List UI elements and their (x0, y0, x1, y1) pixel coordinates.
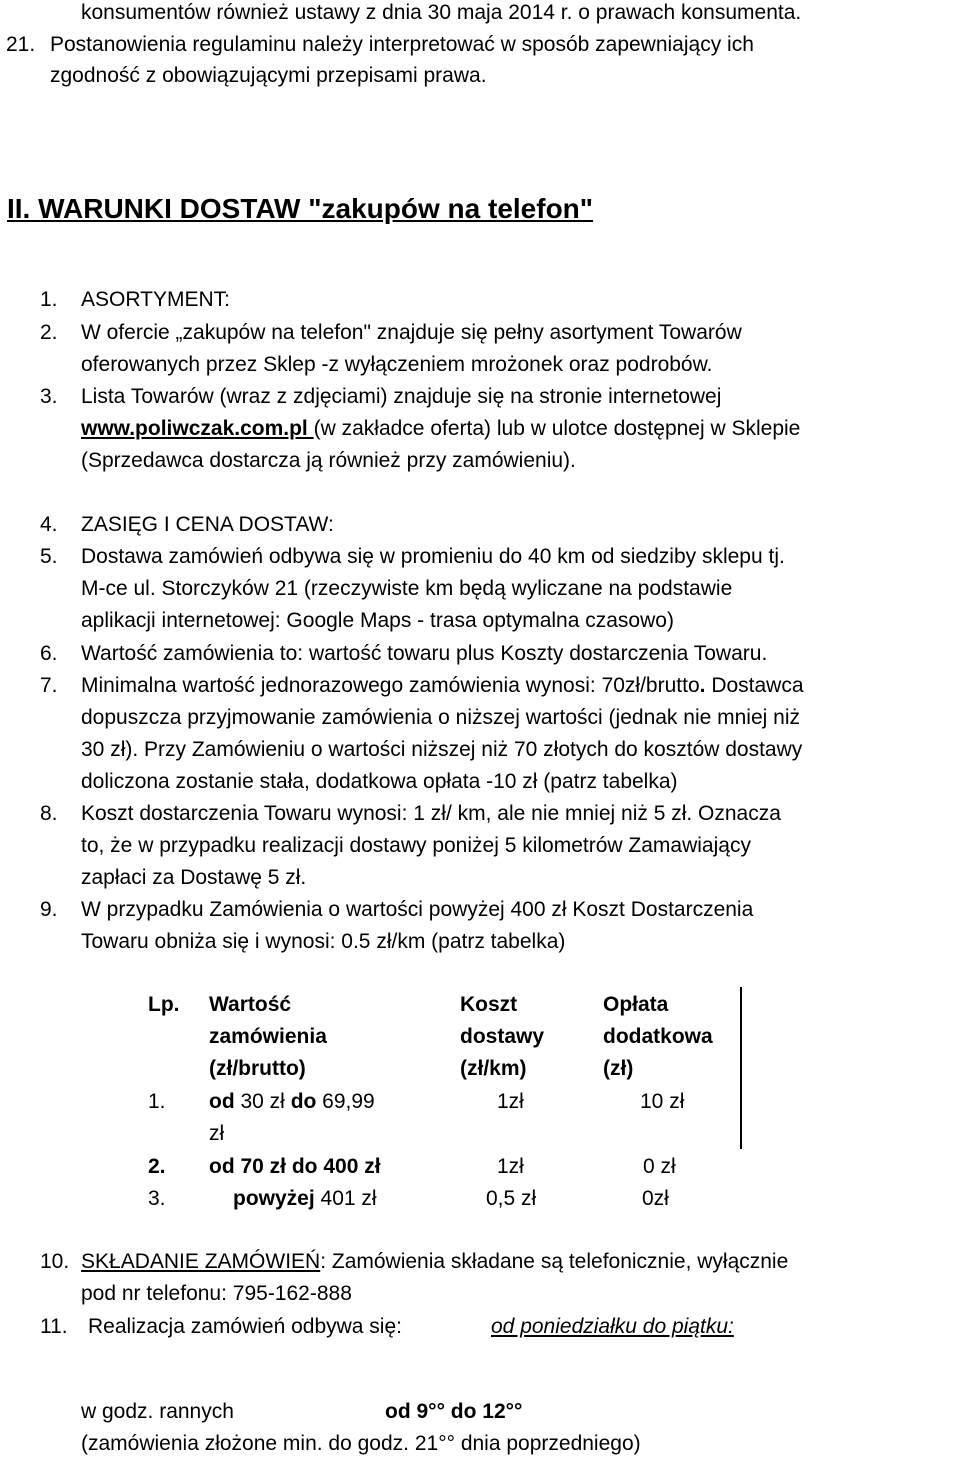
list-item: ZASIĘG I CENA DOSTAW: (81, 513, 334, 536)
text-line: Postanowienia regulaminu należy interpretować w sposób zapewniający ich (50, 33, 754, 56)
table-header-lp: Lp. (148, 993, 180, 1016)
text-span: 69,99 (316, 1090, 375, 1113)
table-header-fee: Opłata (603, 993, 669, 1016)
text-line: aplikacji internetowej: Google Maps - trasa optymalna czasowo) (81, 609, 674, 632)
list-number: 11. (40, 1315, 68, 1338)
text-line (81, 416, 800, 442)
table-cell-range (209, 1089, 375, 1115)
text-span: 401 zł (314, 1187, 377, 1210)
list-item: Lista Towarów (wraz z zdjęciami) znajduje się na stronie internetowej (81, 385, 722, 408)
text-line: zgodność z obowiązującymi przepisami prawa. (50, 64, 487, 87)
list-item: Koszt dostarczenia Towaru wynosi: 1 zł/ km, ale nie mniej niż 5 zł. Oznacza (81, 802, 781, 825)
table-header-value: Wartość (209, 993, 292, 1016)
table-cell-fee: 0zł (642, 1187, 669, 1210)
text-span: Dostawca (705, 674, 804, 697)
list-number: 8. (40, 802, 58, 825)
list-number: 7. (40, 674, 58, 697)
list-number: 10. (40, 1250, 70, 1273)
table-cell-range (233, 1186, 377, 1212)
text-span: : Zamówienia składane są telefonicznie, wyłącznie (320, 1250, 789, 1273)
text-line: M-ce ul. Storczyków 21 (rzeczywiste km będą wyliczane na podstawie (81, 577, 733, 600)
text-line: w godz. rannych (81, 1400, 234, 1423)
text-line: 30 zł). Przy Zamówieniu o wartości niższej niż 70 złotych do kosztów dostawy (81, 738, 803, 761)
text-span: 30 zł (234, 1090, 291, 1113)
table-cell-fee: 0 zł (643, 1155, 676, 1178)
table-header-fee: (zł) (603, 1057, 634, 1080)
list-item: Realizacja zamówień odbywa się: (88, 1315, 402, 1338)
list-item: W ofercie „zakupów na telefon" znajduje się pełny asortyment Towarów (81, 321, 742, 344)
table-cell-cost: 1zł (497, 1155, 524, 1178)
list-number: 2. (40, 321, 58, 344)
text-span: od (209, 1090, 235, 1113)
list-item: Wartość zamówienia to: wartość towaru plus Koszty dostarczenia Towaru. (81, 642, 768, 665)
list-item: W przypadku Zamówienia o wartości powyżej 400 zł Koszt Dostarczenia (81, 898, 754, 921)
table-cell-fee: 10 zł (640, 1090, 685, 1113)
text-line: to, że w przypadku realizacji dostawy poniżej 5 kilometrów Zamawiający (81, 834, 751, 857)
list-item (81, 1249, 788, 1275)
text-span: SKŁADANIE ZAMÓWIEŃ (81, 1250, 321, 1273)
table-cell-cost: 0,5 zł (486, 1187, 537, 1210)
text-line: (Sprzedawca dostarcza ją również przy zamówieniu). (81, 449, 576, 472)
text-line: oferowanych przez Sklep -z wyłączeniem mrożonek oraz podrobów. (81, 353, 713, 376)
text-line: Towaru obniża się i wynosi: 0.5 zł/km (patrz tabelka) (81, 930, 566, 953)
list-number: 4. (40, 513, 58, 536)
text-line: pod nr telefonu: 795-162-888 (81, 1282, 352, 1305)
text-span: (w zakładce oferta) lub w ulotce dostępnej w Sklepie (313, 417, 801, 440)
table-header-fee: dodatkowa (603, 1025, 713, 1048)
text-span: Minimalna wartość jednorazowego zamówienia wynosi: 70zł/brutto (81, 674, 700, 697)
text-span: do (290, 1090, 317, 1113)
text-line: od 9°° do 12°° (385, 1400, 523, 1423)
list-item: ASORTYMENT: (81, 288, 230, 311)
list-number: 21. (6, 33, 36, 56)
table-cell-range: zł (209, 1122, 225, 1145)
table-header-value: zamówienia (209, 1025, 327, 1048)
text-span: powyżej (233, 1187, 315, 1210)
table-cell-range: od 70 zł do 400 zł (209, 1155, 381, 1178)
text-line: konsumentów również ustawy z dnia 30 maja 2014 r. o prawach konsumenta. (81, 1, 802, 24)
text-line: doliczona zostanie stała, dodatkowa opłata -10 zł (patrz tabelka) (81, 770, 678, 793)
list-item: Dostawa zamówień odbywa się w promieniu do 40 km od siedziby sklepu tj. (81, 545, 785, 568)
text-line: (zamówienia złożone min. do godz. 21°° dnia poprzedniego) (81, 1432, 641, 1455)
list-number: 6. (40, 642, 58, 665)
table-header-cost: Koszt (460, 993, 518, 1016)
list-number: 5. (40, 545, 58, 568)
table-cell-lp: 2. (148, 1155, 166, 1178)
section-heading: II. WARUNKI DOSTAW "zakupów na telefon" (7, 193, 594, 224)
list-number: 3. (40, 385, 58, 408)
website-link[interactable]: www.poliwczak.com.pl (81, 417, 314, 440)
table-cell-lp: 3. (148, 1187, 166, 1210)
table-header-value: (zł/brutto) (209, 1057, 306, 1080)
table-border (740, 987, 742, 1149)
text-line: zapłaci za Dostawę 5 zł. (81, 866, 307, 889)
text-span: . (699, 674, 706, 697)
table-header-cost: dostawy (460, 1025, 545, 1048)
text-line: dopuszcza przyjmowanie zamówienia o niższej wartości (jednak nie mniej niż (81, 706, 800, 729)
table-header-cost: (zł/km) (460, 1057, 527, 1080)
list-item (81, 673, 804, 699)
list-number: 1. (40, 288, 58, 311)
text-line: od poniedziałku do piątku: (491, 1315, 734, 1338)
table-cell-cost: 1zł (497, 1090, 524, 1113)
list-number: 9. (40, 898, 58, 921)
table-cell-lp: 1. (148, 1090, 166, 1113)
